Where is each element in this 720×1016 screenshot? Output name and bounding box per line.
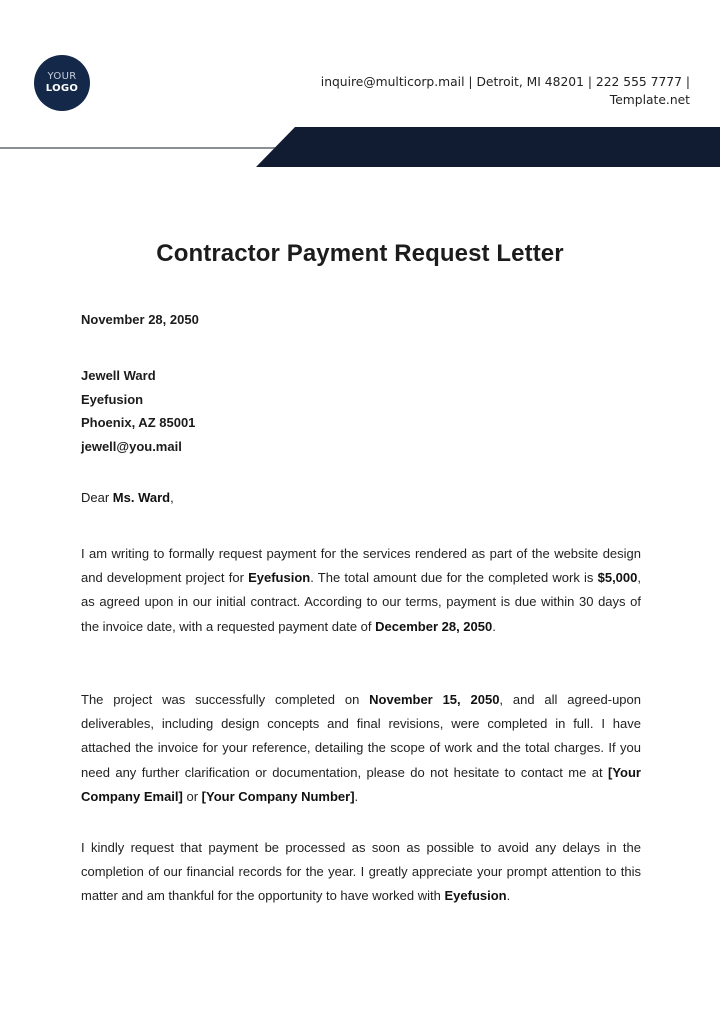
logo-text-line2: LOGO xyxy=(45,83,79,94)
recipient-name: Jewell Ward xyxy=(81,368,156,383)
payment-due-date: December 28, 2050 xyxy=(375,618,493,634)
website-line: Template.net xyxy=(609,93,690,107)
recipient-city: Phoenix, AZ 85001 xyxy=(81,415,196,430)
contact-line: inquire@multicorp.mail | Detroit, MI 48201 | 222 555 7777 | xyxy=(320,75,690,89)
completion-date: November 15, 2050 xyxy=(369,692,500,707)
company-logo xyxy=(34,55,90,111)
text-run: . xyxy=(506,888,511,904)
navy-band-shape xyxy=(256,127,720,167)
company-number-placeholder: [Your Company Number] xyxy=(201,788,355,804)
greeting-name: Ms. Ward xyxy=(112,490,171,505)
text-run: . xyxy=(492,618,496,634)
logo-text-line1: YOUR xyxy=(47,71,77,82)
text-run: I kindly request that payment be processed as soon as possible to avoid any delays in the completion of our financial records for the year. I greatly appreciate your prompt attention to this matter and am thankful for the opportunity to have worked with xyxy=(81,840,641,904)
greeting-suffix: , xyxy=(170,490,174,505)
company-email-placeholder: [Your Company Email] xyxy=(81,764,641,804)
body-paragraph-1 xyxy=(81,542,641,639)
body-paragraph-2 xyxy=(81,688,641,809)
text-run: . The total amount due for the completed work is xyxy=(310,570,598,586)
text-run: , and all agreed-upon deliverables, including design concepts and final revisions, were completed in full. I have attached the invoice for your reference, detailing the scope of work and the total charges. If you need any further clarification or documentation, please do not hesitate to contact me at xyxy=(81,692,642,780)
company-name: Eyefusion xyxy=(444,888,507,904)
greeting-prefix: Dear xyxy=(81,490,113,505)
recipient-email: jewell@you.mail xyxy=(81,438,182,454)
letter-date: November 28, 2050 xyxy=(81,312,199,327)
text-run: or xyxy=(182,788,202,804)
greeting xyxy=(81,490,174,505)
body-paragraph-3 xyxy=(81,836,641,909)
document-title: Contractor Payment Request Letter xyxy=(156,240,564,267)
header-navy-band xyxy=(0,127,720,167)
text-run: I am writing to formally request payment for the services rendered as part of the website design and development project for xyxy=(81,546,641,586)
contact-info xyxy=(321,73,690,109)
text-run: , as agreed upon in our initial contract. According to our terms, payment is due within 30 days of the invoice date, with a requested payment date of xyxy=(81,570,641,634)
amount-due: $5,000 xyxy=(597,570,638,586)
company-name: Eyefusion xyxy=(248,570,311,586)
text-run: . xyxy=(354,788,359,804)
text-run: The project was successfully completed on xyxy=(81,692,370,707)
recipient-block xyxy=(81,364,195,458)
recipient-company: Eyefusion xyxy=(81,391,144,407)
